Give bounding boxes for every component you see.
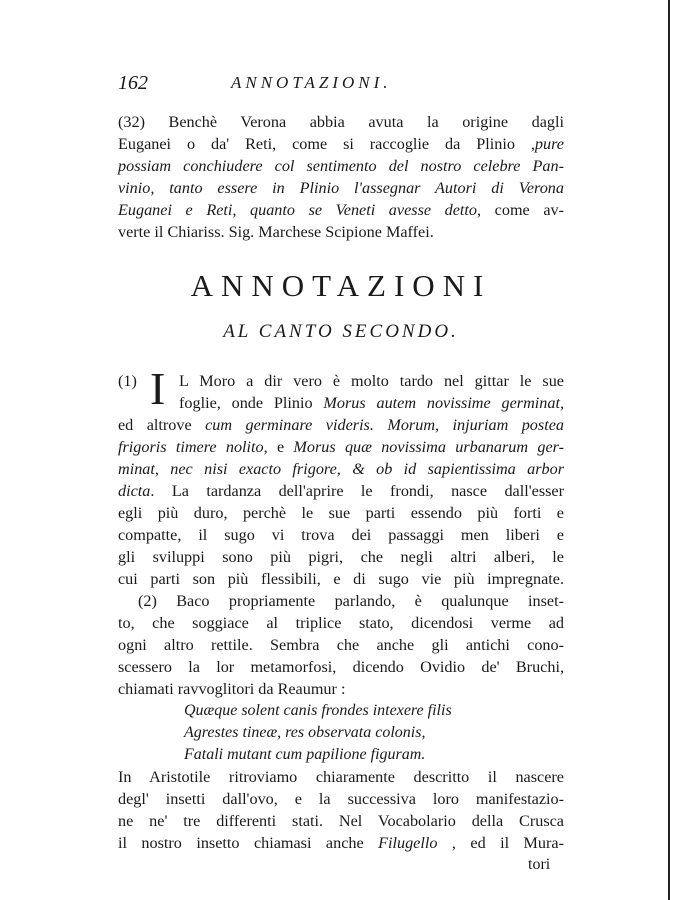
para2-after-line-2: degl' insetti dall'ovo, e la successiva loro manifestazio- xyxy=(118,790,564,808)
para2-line-5: chiamati ravvoglitori da Reaumur : xyxy=(118,680,346,698)
para1-line-10: cui parti son più flessibili, e di sugo vie più impregnate. xyxy=(118,570,564,588)
para2-line-2: to, che soggiace al triplice stato, dicendosi verme ad xyxy=(118,614,564,632)
para1-line-5: minat, nec nisi exacto frigore, & ob id sapientissima arbor xyxy=(118,460,565,478)
verse-line-1: Quæque solent canis frondes intexere filis xyxy=(184,702,452,719)
note-32-line-1: (32) Benchè Verona abbia avuta la origine dagli xyxy=(118,113,564,131)
note-32-line-3: possiam conchiudere col sentimento del nostro celebre Pan- xyxy=(118,157,564,175)
note-32-line-6: verte il Chiariss. Sig. Marchese Scipione Maffei. xyxy=(118,223,434,241)
para2-line-1: (2) Baco propriamente parlando, è qualunque inset- xyxy=(138,592,564,610)
page-edge xyxy=(668,0,670,900)
running-head: ANNOTAZIONI. xyxy=(231,73,392,92)
para2-after-line-3: ne ne' tre differenti stati. Nel Vocabolario della Crusca xyxy=(118,812,564,830)
para2-line-3: ogni altro rettile. Sembra che anche gli antichi cono- xyxy=(118,636,564,654)
para2-line-4: scessero la lor metamorfosi, dicendo Ovidio de' Bruchi, xyxy=(118,658,564,676)
para1-line-2: foglie, onde Plinio Morus autem novissime germinat, xyxy=(179,394,564,412)
page-number: 162 xyxy=(118,72,148,94)
verse-line-2: Agrestes tineæ, res observata colonis, xyxy=(184,724,426,741)
para1-line-3: ed altrove cum germinare videris. Morum, injuriam postea xyxy=(118,416,564,434)
note-32-line-4: vinio, tanto essere in Plinio l'assegnar Autori di Verona xyxy=(118,179,564,197)
para1-line-9: gli sviluppi sono più pigri, che negli altri alberi, le xyxy=(118,548,564,566)
section-title: ANNOTAZIONI xyxy=(190,268,492,303)
note-32-line-2: Euganei o da' Reti, come si raccoglie da Plinio ,pure xyxy=(118,135,564,153)
note-1-number: (1) xyxy=(118,372,137,390)
para1-line-8: compatte, il sugo vi trova dei passaggi men liberi e xyxy=(118,526,564,544)
para2-after-line-4: il nostro insetto chiamasi anche Filugello , ed il Mura- xyxy=(118,834,564,852)
page-header xyxy=(118,72,558,98)
para2-after-line-1: In Aristotile ritroviamo chiaramente descritto il nascere xyxy=(118,768,564,786)
catchword: tori xyxy=(528,856,551,873)
para1-line-7: egli più duro, perchè le sue parti essendo più forti e xyxy=(118,504,564,522)
para1-line-6: dicta. La tardanza dell'aprire le frondi, nasce dall'esser xyxy=(118,482,564,500)
section-subtitle: AL CANTO SECONDO. xyxy=(223,321,459,342)
note-32-line-5: Euganei e Reti, quanto se Veneti avesse detto, come av- xyxy=(118,201,564,219)
verse-line-3: Fatali mutant cum papilione figuram. xyxy=(184,746,426,763)
para1-line-1: L Moro a dir vero è molto tardo nel gittar le sue xyxy=(179,372,564,390)
para1-line-4: frigoris timere nolito, e Morus quæ novissima urbanarum ger- xyxy=(118,438,564,456)
drop-cap: I xyxy=(150,363,166,414)
